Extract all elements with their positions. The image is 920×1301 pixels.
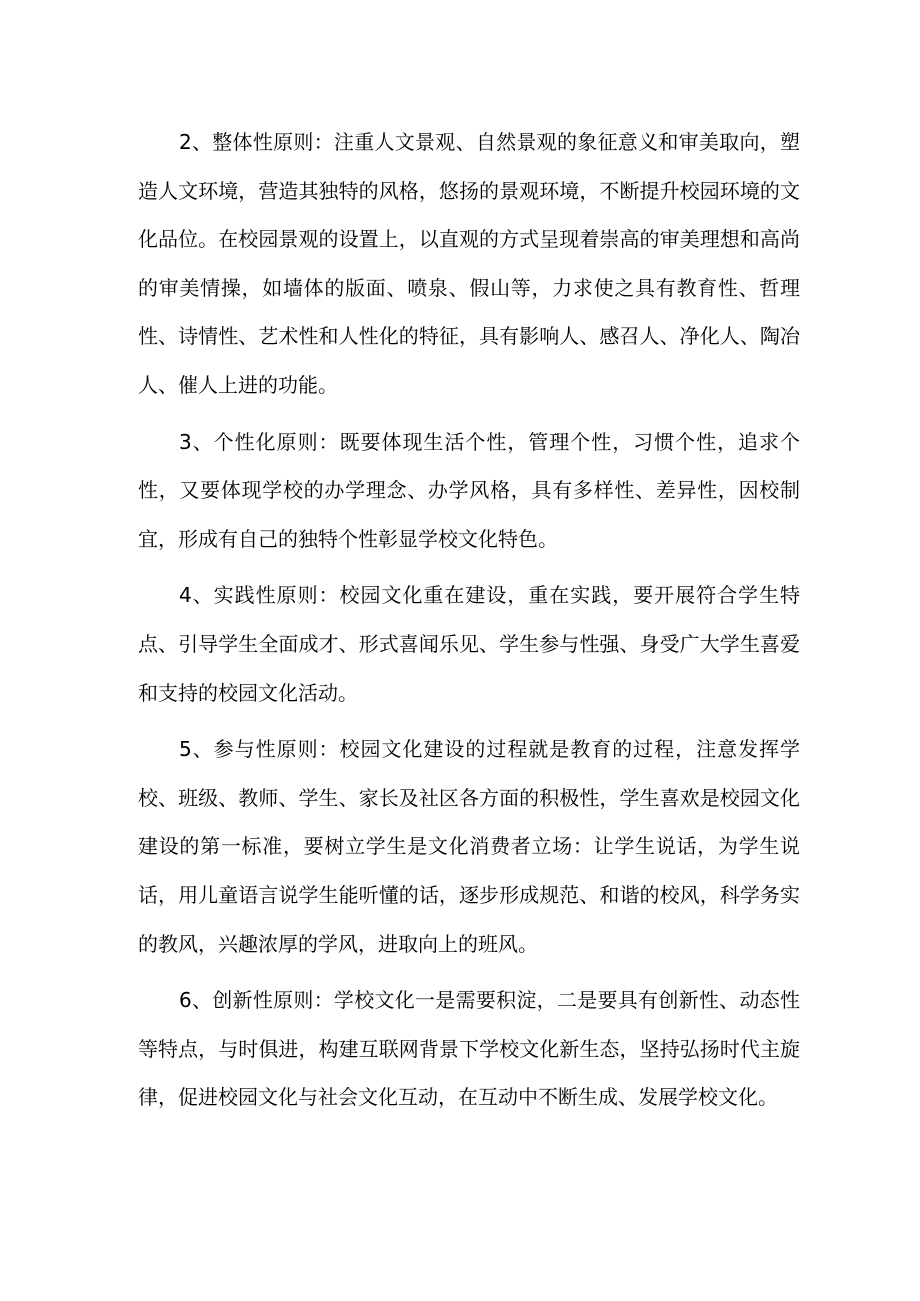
paragraph-principle-5: 5、参与性原则：校园文化建设的过程就是教育的过程，注意发挥学校、班级、教师、学生、家长及社区各方面的积极性，学生喜欢是校园文化建设的第一标准，要树立学生是文化消费者立场：让学生说话，为学生说话，用儿童语言说学生能听懂的话，逐步形成规范、和谐的校风，科学务实的教风，兴趣浓厚的学风，进取向上的班风。 [138,737,800,956]
paragraph-principle-3: 3、个性化原则：既要体现生活个性，管理个性，习惯个性，追求个性，又要体现学校的办学理念、办学风格，具有多样性、差异性，因校制宜，形成有自己的独特个性彰显学校文化特色。 [138,429,800,551]
paragraph-principle-4: 4、实践性原则：校园文化重在建设，重在实践，要开展符合学生特点、引导学生全面成才、形式喜闻乐见、学生参与性强、身受广大学生喜爱和支持的校园文化活动。 [138,583,800,705]
paragraph-principle-2: 2、整体性原则：注重人文景观、自然景观的象征意义和审美取向，塑造人文环境，营造其独特的风格，悠扬的景观环境，不断提升校园环境的文化品位。在校园景观的设置上，以直观的方式呈现着崇高的审美理想和高尚的审美情操，如墙体的版面、喷泉、假山等，力求使之具有教育性、哲理性、诗情性、艺术性和人性化的特征，具有影响人、感召人、净化人、陶冶人、催人上进的功能。 [138,130,800,397]
document-body [138,118,800,1130]
paragraph-principle-6: 6、创新性原则：学校文化一是需要积淀，二是要具有创新性、动态性等特点，与时俱进，构建互联网背景下学校文化新生态，坚持弘扬时代主旋律，促进校园文化与社会文化互动，在互动中不断生成、发展学校文化。 [138,988,800,1110]
